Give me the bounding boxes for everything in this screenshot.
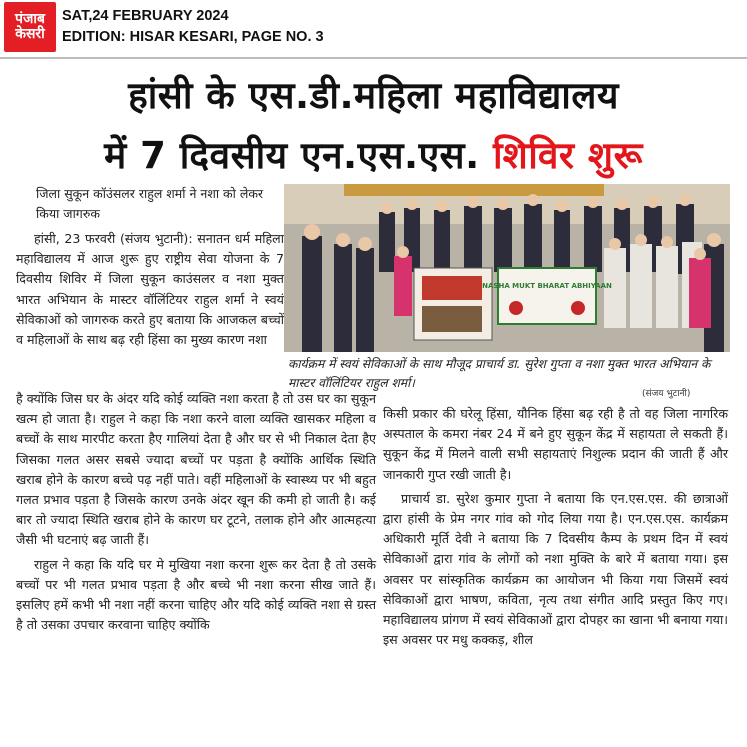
article-headline (0, 66, 747, 186)
article-paragraph: प्राचार्य डा. सुरेश कुमार गुप्ता ने बताया कि एन.एस.एस. की छात्राओं द्वारा हांसी के प्रेम नगर गांव को गोद लिया गया है। एन.एस.एस. कार्यक्रम अधिकारी मूर्ति देवी ने बताया कि 7 दिवसीय कैम्प के प्रथम दिन में स्वयं सेविकाओं द्वारा गांव के लोगों को नशा मुक्ति के बारे में बताया गया। इस अवसर पर सांस्कृतिक कार्यक्रम का आयोजन भी किया गया जिसमें स्वयं सेविकाओं द्वारा भाषण, कविता, नृत्य तथा संगीत आदि प्रस्तुत किए गए। महाविद्यालय प्रांगण में स्वयं सेविकाओं द्वारा दोपहर का खाना भी बनाया गया। इस अवसर पर मधु कक्कड़, शील (383, 490, 728, 648)
article-paragraph: है क्योंकि जिस घर के अंदर यदि कोई व्यक्ति नशा करता है तो उस घर का सुकून खत्म हो जाता है। राहुल ने कहा कि नशा करने वाला व्यक्ति खासकर महिला व बच्चों के साथ मारपीट करता हैए गालियां देता है और घर से भी निकाल देता हैए जिसका गलत असर सबसे ज्यादा बच्चों पर पड़ता है क्योंकि आर्थिक स्थिति खराब होने के कारण बच्चे पढ़ नहीं पाते। वहीं महिलाओं के स्वास्थ्य पर भी बहुत गलत प्रभाव पड़ता है जिसके कारण उनके अंदर खून की कमी हो जाती है। कई बार तो ज्यादा स्थिति खराब होने के कारण घर टूटने, तलाक होने और आत्महत्या जैसी भी घटनाएं बढ़ जाती हैं। (16, 391, 376, 548)
headline-line-1: हांसी के एस.डी.महिला महाविद्यालय (128, 74, 619, 117)
punjab-kesari-logo (4, 2, 56, 52)
photo-caption: कार्यक्रम में स्वयं सेविकाओं के साथ मौजूद प्राचार्य डा. सुरेश गुप्ता व नशा मुक्त भारत अभियान के मास्टर वॉलिंटियर राहुल शर्मा। (288, 357, 711, 390)
article-subheadline: जिला सुकून कॉउंसलर राहुल शर्मा ने नशा को लेकर किया जागरुक (36, 186, 264, 221)
edition-info (62, 6, 324, 48)
article-column-left (16, 389, 376, 639)
group-photo-illustration (284, 184, 730, 352)
headline-line-2-red: शिविर शुरू (493, 134, 643, 177)
edition-line: EDITION: HISAR KESARI, PAGE NO. 3 (62, 29, 324, 46)
article-photo (284, 184, 730, 352)
headline-line-2-black: में 7 दिवसीय एन.एस.एस. (104, 134, 480, 177)
headline-line-2 (0, 126, 747, 186)
article-paragraph: किसी प्रकार की घरेलू हिंसा, यौनिक हिंसा बढ़ रही है तो वह जिला नागरिक अस्पताल के कमरा नंबर 24 में बने हुए सुकून केंद्र में सहायता ले सकती हैं। सुकून केंद्र में मिलने वाली सभी सहायताएं निशुल्क प्रदान की जाती हैं और जानकारी गुप्त रखी जाती है। (383, 406, 728, 482)
masthead (0, 0, 747, 54)
logo-line-2: केसरी (15, 26, 45, 42)
article-paragraph: हांसी, 23 फरवरी (संजय भुटानी): सनातन धर्म महिला महाविद्यालय में आज शुरू हुए राष्ट्रीय सेवा योजना के 7 दिवसीय शिविर में जिला सुकून काउंसलर व नशा मुक्त भारत अभियान के मास्टर वॉलिंटियर राहुल शर्मा ने स्वयं सेविकाओं को जागरुक करते हुए बताया कि आजकल बच्चों व महिलाओं के साथ बढ़ रही हिंसा का मुख्य कारण नशा (16, 231, 284, 348)
logo-line-1: पंजाब (15, 11, 45, 28)
publication-date: SAT,24 FEBRUARY 2024 (62, 8, 229, 24)
photo-credit: (संजय भुटानी) (642, 389, 691, 399)
article-column-narrow (16, 229, 284, 354)
article-paragraph: राहुल ने कहा कि यदि घर मे मुखिया नशा करना शुरू कर देता है तो उसके बच्चों पर भी गलत प्रभाव पड़ता है और बच्चे भी नशा करना सीख जाते हैं। इसलिए हमें कभी भी नशा नहीं करना चाहिए और यदि कोई व्यक्ति नशा से ग्रस्त है तो उसका उपचार करवाना चाहिए क्योंकि (16, 556, 376, 633)
article-column-right (383, 404, 728, 654)
masthead-divider (0, 57, 747, 59)
banner-text: NASHA MUKT BHARAT ABHIYAAN (482, 282, 612, 290)
